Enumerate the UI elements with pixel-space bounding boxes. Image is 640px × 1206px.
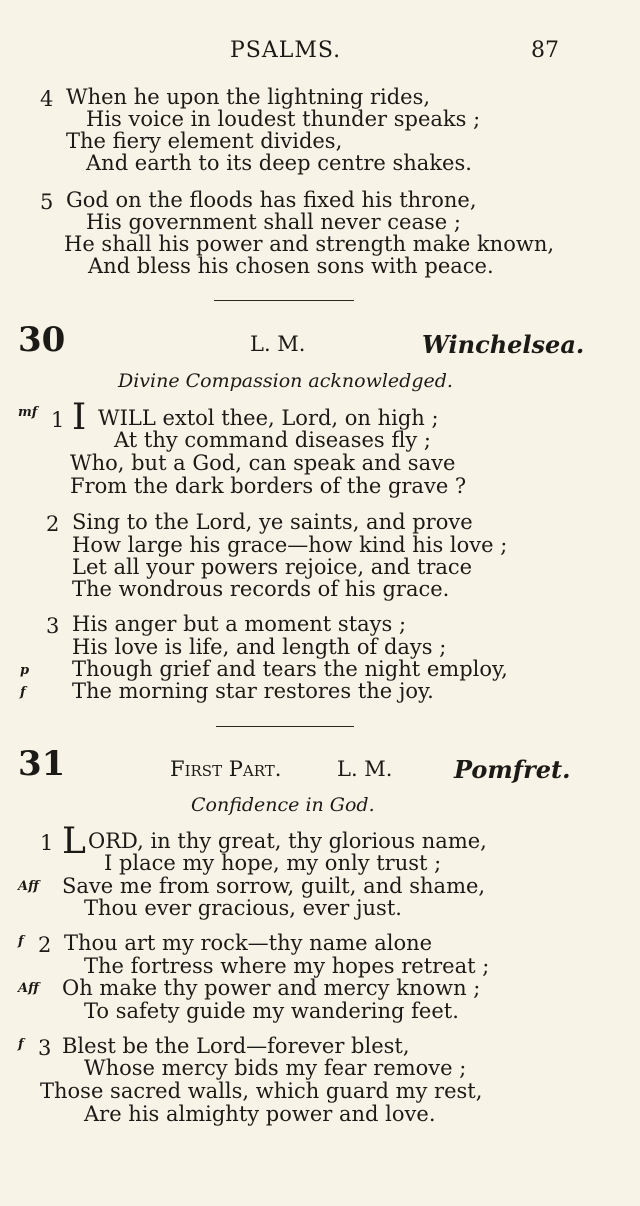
dynamic-mark: Aff	[18, 879, 39, 894]
verse-number: 3	[46, 614, 60, 638]
verse-line: And earth to its deep centre shakes.	[86, 151, 472, 175]
verse-line: Whose mercy bids my fear remove ;	[84, 1056, 467, 1080]
page-header-title: PSALMS.	[230, 38, 342, 63]
verse-line: When he upon the lightning rides,	[66, 85, 431, 109]
verse-number: 1	[51, 408, 65, 432]
verse-line: His anger but a moment stays ;	[72, 612, 407, 636]
verse-number: 5	[40, 190, 54, 214]
verse-line: I place my hope, my only trust ;	[104, 851, 442, 875]
verse-number: 2	[38, 933, 52, 957]
verse-line: The wondrous records of his grace.	[72, 577, 450, 601]
hymn-meter: L. M.	[337, 757, 393, 781]
verse-line: Let all your powers rejoice, and trace	[72, 555, 473, 579]
hymn-subtitle: Confidence in God.	[191, 794, 375, 816]
dynamic-mark: p	[20, 663, 30, 678]
verse-line: Save me from sorrow, guilt, and shame,	[62, 874, 486, 898]
verse-line: How large his grace—how kind his love ;	[72, 533, 508, 557]
verse-line: Blest be the Lord—forever blest,	[62, 1034, 410, 1058]
verse-line: Are his almighty power and love.	[84, 1102, 436, 1126]
verse-line: God on the floods has fixed his throne,	[66, 188, 477, 212]
verse-number: 4	[40, 87, 54, 111]
hymn-number: 30	[18, 320, 66, 360]
verse-number: 2	[46, 512, 60, 536]
verse-line: Oh make thy power and mercy known ;	[62, 976, 481, 1000]
hymn-part: First Part.	[170, 757, 282, 781]
dynamic-mark: f	[20, 685, 26, 700]
drop-cap: L	[62, 821, 86, 862]
verse-line: To safety guide my wandering feet.	[84, 999, 459, 1023]
verse-number: 1	[40, 831, 54, 855]
verse-line: The fiery element divides,	[66, 129, 343, 153]
hymn-meter: L. M.	[250, 332, 306, 356]
drop-cap: I	[72, 397, 87, 438]
verse-line: Thou art my rock—thy name alone	[64, 931, 433, 955]
page-number: 87	[531, 38, 559, 63]
verse-line: The fortress where my hopes retreat ;	[84, 954, 490, 978]
section-divider	[214, 300, 354, 301]
verse-line: From the dark borders of the grave ?	[70, 474, 467, 498]
verse-number: 3	[38, 1036, 52, 1060]
verse-line: He shall his power and strength make known,	[64, 232, 555, 256]
dynamic-mark: mf	[18, 405, 38, 420]
dynamic-mark: f	[18, 934, 24, 949]
dynamic-mark: f	[18, 1037, 24, 1052]
verse-line: Who, but a God, can speak and save	[70, 451, 456, 475]
hymn-number: 31	[18, 744, 66, 784]
verse-line: Thou ever gracious, ever just.	[84, 896, 402, 920]
verse-line: His voice in loudest thunder speaks ;	[86, 107, 481, 131]
verse-line: Sing to the Lord, ye saints, and prove	[72, 510, 473, 534]
verse-line: And bless his chosen sons with peace.	[88, 254, 494, 278]
verse-line: Those sacred walls, which guard my rest,	[40, 1079, 483, 1103]
verse-line: ORD, in thy great, thy glorious name,	[88, 829, 487, 853]
verse-line: Though grief and tears the night employ,	[72, 657, 508, 681]
hymn-subtitle: Divine Compassion acknowledged.	[118, 370, 453, 392]
dynamic-mark: Aff	[18, 981, 39, 996]
hymn-tune: Winchelsea.	[422, 330, 585, 359]
section-divider	[216, 726, 354, 727]
verse-line: His love is life, and length of days ;	[72, 635, 447, 659]
verse-line: WILL extol thee, Lord, on high ;	[98, 406, 439, 430]
hymn-tune: Pomfret.	[454, 755, 571, 784]
verse-line: His government shall never cease ;	[86, 210, 461, 234]
verse-line: At thy command diseases fly ;	[114, 428, 431, 452]
verse-line: The morning star restores the joy.	[72, 679, 434, 703]
